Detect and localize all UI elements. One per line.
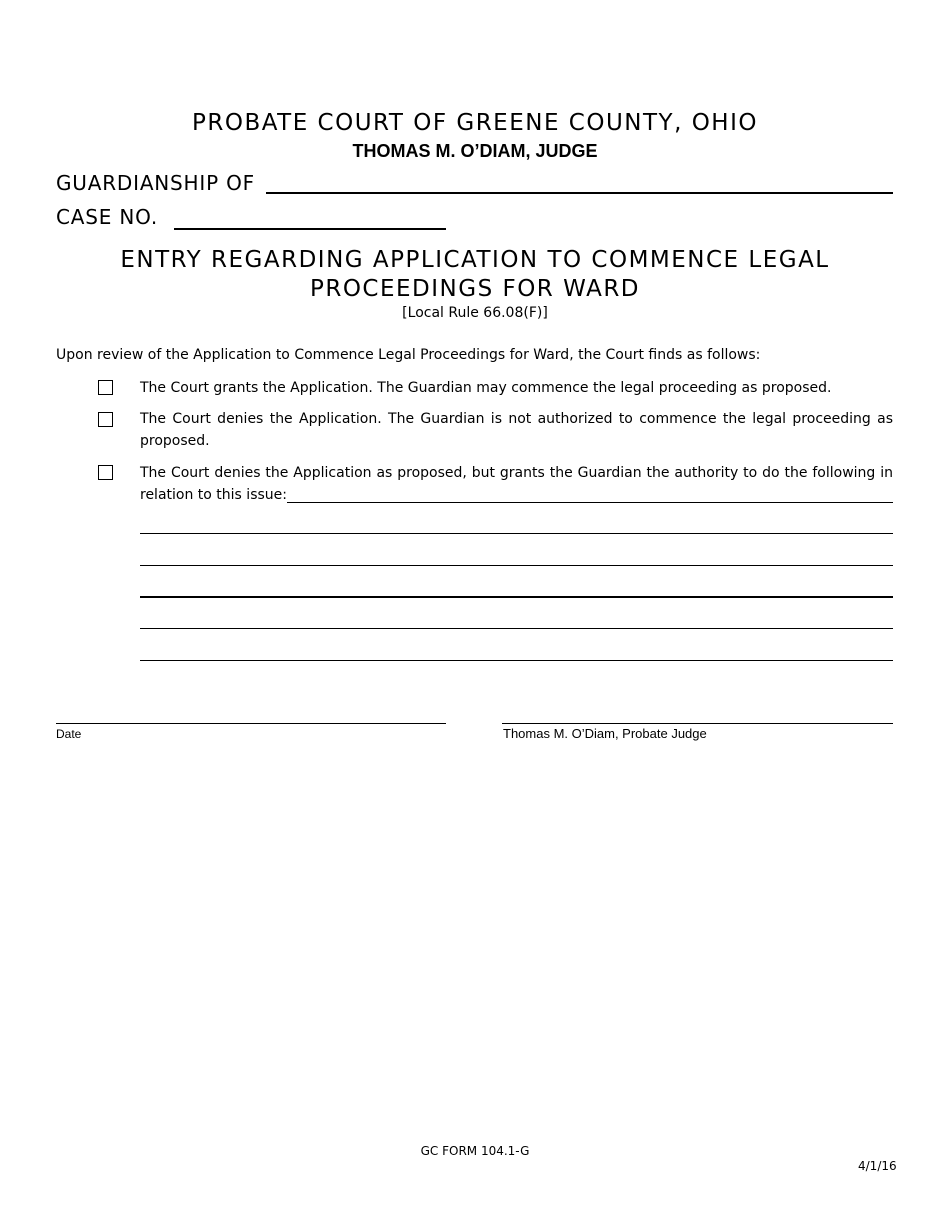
case-no-field[interactable]: [174, 228, 446, 230]
deny-option-text: The Court denies the Application. The Guardian is not authorized to commence the legal proceeding as proposed.: [140, 411, 893, 449]
partial-grant-option-text: The Court denies the Application as proposed, but grants the Guardian the authority to do the following in relation to this issue:: [140, 465, 893, 503]
form-title: ENTRY REGARDING APPLICATION TO COMMENCE LEGAL PROCEEDINGS FOR WARD: [120, 247, 830, 302]
authority-line-5[interactable]: [140, 628, 893, 629]
guardianship-label: GUARDIANSHIP OF: [56, 171, 255, 195]
guardianship-field[interactable]: [266, 192, 893, 194]
date-line[interactable]: [56, 723, 446, 724]
partial-grant-checkbox[interactable]: [98, 465, 113, 480]
authority-line-2[interactable]: [140, 533, 893, 534]
judge-signature-line[interactable]: [502, 723, 893, 724]
court-name: PROBATE COURT OF GREENE COUNTY, OHIO: [191, 110, 758, 136]
judge-signature-label: Thomas M. O’Diam, Probate Judge: [503, 726, 707, 741]
grant-option-text: The Court grants the Application. The Guardian may commence the legal proceeding as proposed.: [140, 380, 832, 396]
grant-checkbox[interactable]: [98, 380, 113, 395]
case-no-label: CASE NO.: [56, 205, 158, 229]
intro-text: Upon review of the Application to Commence Legal Proceedings for Ward, the Court finds as follows:: [56, 347, 761, 363]
authority-line-6[interactable]: [140, 660, 893, 661]
date-label: Date: [56, 727, 82, 741]
judge-name: THOMAS M. O’DIAM, JUDGE: [352, 141, 598, 161]
revision-date: 4/1/16: [858, 1159, 897, 1173]
deny-checkbox[interactable]: [98, 412, 113, 427]
authority-line-3[interactable]: [140, 565, 893, 566]
authority-line-1[interactable]: [287, 502, 893, 503]
local-rule: [Local Rule 66.08(F)]: [402, 305, 548, 321]
form-id: GC FORM 104.1-G: [420, 1144, 530, 1158]
authority-line-4[interactable]: [140, 596, 893, 598]
